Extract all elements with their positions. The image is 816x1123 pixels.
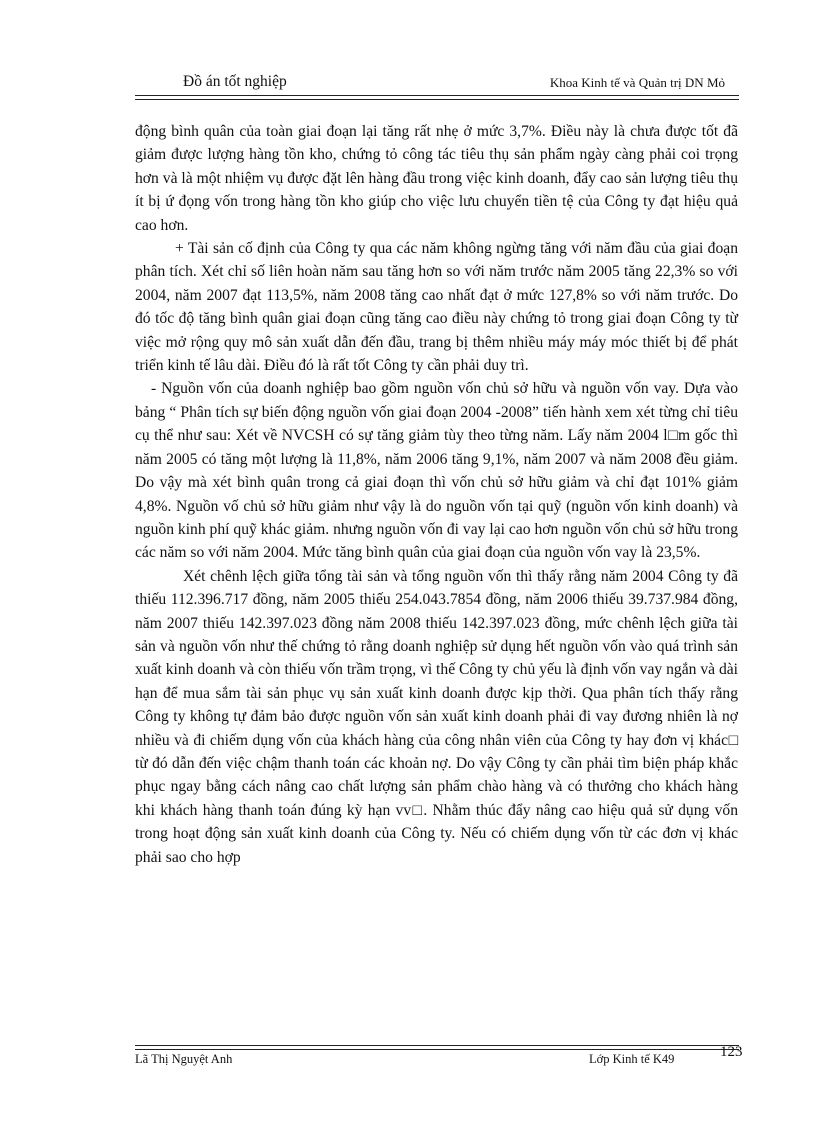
paragraph-asset-capital-gap: Xét chênh lệch giữa tổng tài sản và tổng nguồn vốn thì thấy rằng năm 2004 Công ty đã thiếu 112.396.717 đồng, năm 2005 thiếu 254.043.7854 đồng, năm 2006 thiếu 39.737.984 đồng, năm 2007 thiếu 142.397.023 đồng năm 2008 thiếu 142.397.023 đồng, mức chênh lệch giữa tài sản và nguồn vốn như thế chứng tỏ rằng doanh nghiệp sử dụng hết nguồn vốn vào quá trình sản xuất kinh doanh và còn thiếu vốn trầm trọng, vì thế Công ty chủ yếu là định vốn vay ngắn và dài hạn để mua sắm tài sản phục vụ sản xuất kinh doanh được kịp thời. Qua phân tích thấy rằng Công ty không tự đảm bảo được nguồn vốn sản xuất kinh doanh phải đi vay đương nhiên là nợ nhiều và đi chiếm dụng vốn của khách hàng của công nhân viên của Công ty hay đơn vị khác□ từ đó dẫn đến việc chậm thanh toán các khoản nợ. Do vậy Công ty cần phải tìm biện pháp khắc phục ngay bằng cách nâng cao chất lượng sản phẩm chào hàng và có thưởng cho khách hàng khi khách hàng thanh toán đúng kỳ hạn vv□. Nhằm thúc đẩy nâng cao hiệu quả sử dụng vốn trong hoạt động sản xuất kinh doanh của Công ty. Nếu có chiếm dụng vốn từ các đơn vị khác phải sao cho hợp [135, 567, 738, 866]
paragraph-fixed-assets: + Tài sản cố định của Công ty qua các năm không ngừng tăng với năm đầu của giai đoạn phân tích. Xét chỉ số liên hoàn năm sau tăng hơn so với năm trước năm 2005 tăng 22,3% so với 2004, năm 2007 đạt 113,5%, năm 2008 tăng cao nhất đạt ở mức 127,8% so với năm trước. Do đó tốc độ tăng bình quân giai đoạn cũng tăng cao điều này chứng tỏ trong giai đoạn Công ty từ việc mở rộng quy mô sản xuất dẫn đến đầu, trang bị thêm nhiều máy máy móc thiết bị để phát triển kinh tế lâu dài. Điều đó là rất tốt Công ty cần phải duy trì. [135, 240, 738, 375]
header-faculty-name: Khoa Kinh tế và Quản trị DN Mỏ [549, 75, 725, 90]
page-footer [135, 1044, 743, 1072]
page-header [135, 73, 739, 95]
footer-class: Lớp Kinh tế K49 [589, 1052, 675, 1066]
header-rule [135, 95, 739, 100]
header-document-title: Đồ án tốt nghiệp [183, 73, 287, 90]
footer-author: Lã Thị Nguyệt Anh [135, 1052, 233, 1066]
page-number: 123 [720, 1044, 743, 1060]
paragraph-inventory: động bình quân của toàn giai đoạn lại tăng rất nhẹ ở mức 3,7%. Điều này là chưa được tốt đã giảm được lượng hàng tồn kho, chứng tỏ công tác tiêu thụ sản phẩm ngày càng phải coi trọng hơn và là một nhiệm vụ được đặt lên hàng đầu trong việc kinh doanh, đẩy cao sản lượng tiêu thụ ít bị ứ đọng vốn trong hàng tồn kho giúp cho việc lưu chuyển tiền tệ của Công ty đạt hiệu quả cao hơn. [135, 123, 738, 234]
footer-rule [135, 1045, 739, 1050]
main-text [135, 120, 738, 869]
paragraph-capital-sources: - Nguồn vốn của doanh nghiệp bao gồm nguồn vốn chủ sở hữu và nguồn vốn vay. Dựa vào bảng “ Phân tích sự biến động nguồn vốn giai đoạn 2004 -2008” tiến hành xem xét từng chỉ tiêu cụ thể như sau: Xét về NVCSH có sự tăng giảm tùy theo từng năm. Lấy năm 2004 l□m gốc thì năm 2005 có tăng một lượng là 11,8%, năm 2006 tăng 9,1%, năm 2007 và năm 2008 đều giảm. Do vậy mà xét bình quân trong cả giai đoạn thì vốn chủ sở hữu giảm và chỉ đạt 101% giảm 4,8%. Nguồn vố chủ sở hữu giảm như vậy là do nguồn vốn tại quỹ (nguồn vốn kinh doanh) và nguồn kinh phí quỹ khác giảm. nhưng nguồn vốn đi vay lại cao hơn nguồn vốn chủ sở hữu trong các năm so với năm 2004. Mức tăng bình quân của giai đoạn của nguồn vốn vay là 23,5%. [135, 380, 738, 562]
